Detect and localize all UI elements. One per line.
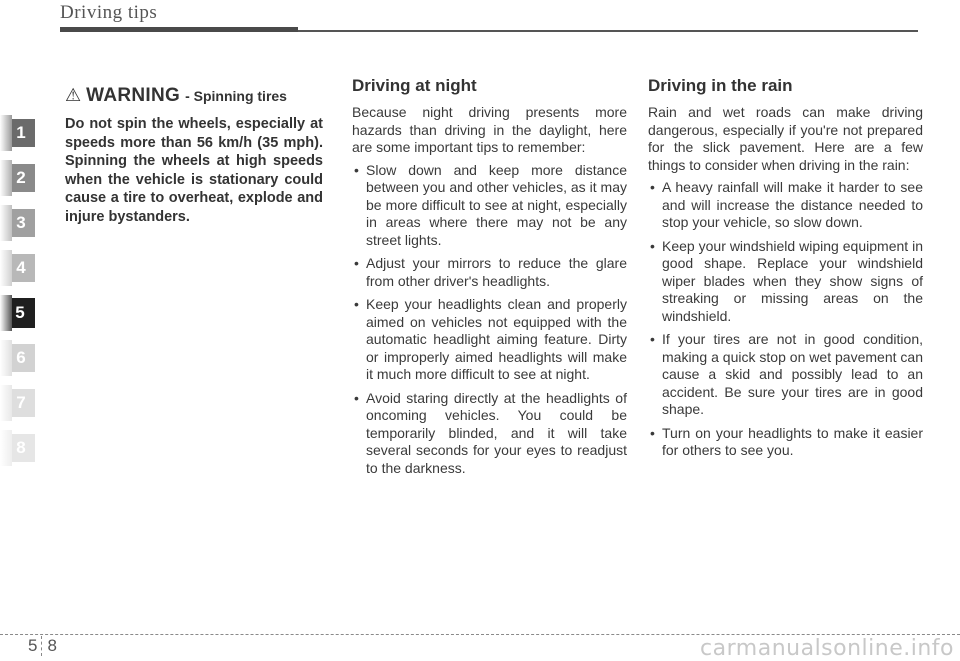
rain-intro: Rain and wet roads can make driving dangerous, especially if you're not prepared for the slick pavement. Here are a few things to consider when driving in the rain: — [648, 104, 923, 173]
chapter-tab-3[interactable]: 3 — [0, 205, 38, 241]
header-rule-thick — [60, 27, 298, 32]
chapter-tab-5-active[interactable]: 5 — [0, 295, 38, 331]
chapter-tab-4[interactable]: 4 — [0, 250, 38, 286]
list-item: • Adjust your mirrors to reduce the glare from other driver's headlights. — [354, 255, 627, 289]
list-item: • If your tires are not in good condition, making a quick stop on wet pavement can cause a skid and possibly lead to an accident. Be sure your tires are in good shape. — [650, 331, 923, 417]
night-intro: Because night driving presents more hazards than driving in the daylight, here are some important tips to remember: — [352, 104, 627, 155]
page-number-value: 8 — [47, 636, 57, 655]
warning-subtitle: - Spinning tires — [185, 88, 287, 104]
page-header-title: Driving tips — [60, 2, 158, 23]
list-item: • Turn on your headlights to make it easier for others to see you. — [650, 424, 923, 458]
chapter-number: 5 — [28, 636, 38, 655]
night-heading: Driving at night — [352, 76, 477, 95]
page-number — [28, 636, 57, 656]
chapter-tab-7[interactable]: 7 — [0, 385, 38, 421]
chapter-tab-8[interactable]: 8 — [0, 430, 38, 466]
list-item: • Avoid staring directly at the headlights of oncoming vehicles. You could be temporarily blinded, and it will take several seconds for your eyes to readjust to the darkness. — [354, 389, 627, 476]
list-item: • Keep your headlights clean and properly aimed on vehicles not equipped with the automatic headlight aiming feature. Dirty or improperly aimed headlights will make it much more difficult to see at night. — [354, 296, 627, 382]
watermark: carmanualsonline.info — [700, 636, 954, 661]
page-number-separator — [41, 636, 43, 656]
chapter-tab-6[interactable]: 6 — [0, 340, 38, 376]
chapter-tab-1[interactable]: 1 — [0, 115, 38, 151]
rain-section — [648, 76, 923, 466]
warning-triangle-icon: ⚠ — [65, 85, 82, 105]
header-rule-thin — [298, 30, 918, 32]
chapter-tab-2[interactable]: 2 — [0, 160, 38, 196]
rain-list — [648, 179, 923, 460]
rain-heading: Driving in the rain — [648, 76, 793, 95]
warning-title: WARNING — [86, 85, 181, 106]
night-section — [352, 76, 627, 483]
list-item: • A heavy rainfall will make it harder to see and will increase the distance needed to stop your vehicle, so slow down. — [650, 179, 923, 230]
night-list — [352, 162, 627, 478]
list-item: • Slow down and keep more distance between you and other vehicles, as it may be more difficult to see at night, especially in areas where there may not be any street lights. — [354, 161, 627, 248]
list-item: • Keep your windshield wiping equipment in good shape. Replace your windshield wiper blades when they show signs of streaking or missing areas on the windshield. — [650, 237, 923, 324]
warning-header — [65, 85, 323, 107]
chapter-tabs — [0, 115, 38, 475]
warning-box — [65, 85, 323, 226]
warning-body: Do not spin the wheels, especially at speeds more than 56 km/h (35 mph). Spinning the wheels at high speeds when the vehicle is stationary could cause a tire to overheat, explode and injure bystanders. — [65, 116, 323, 225]
footer-rule — [0, 634, 960, 635]
